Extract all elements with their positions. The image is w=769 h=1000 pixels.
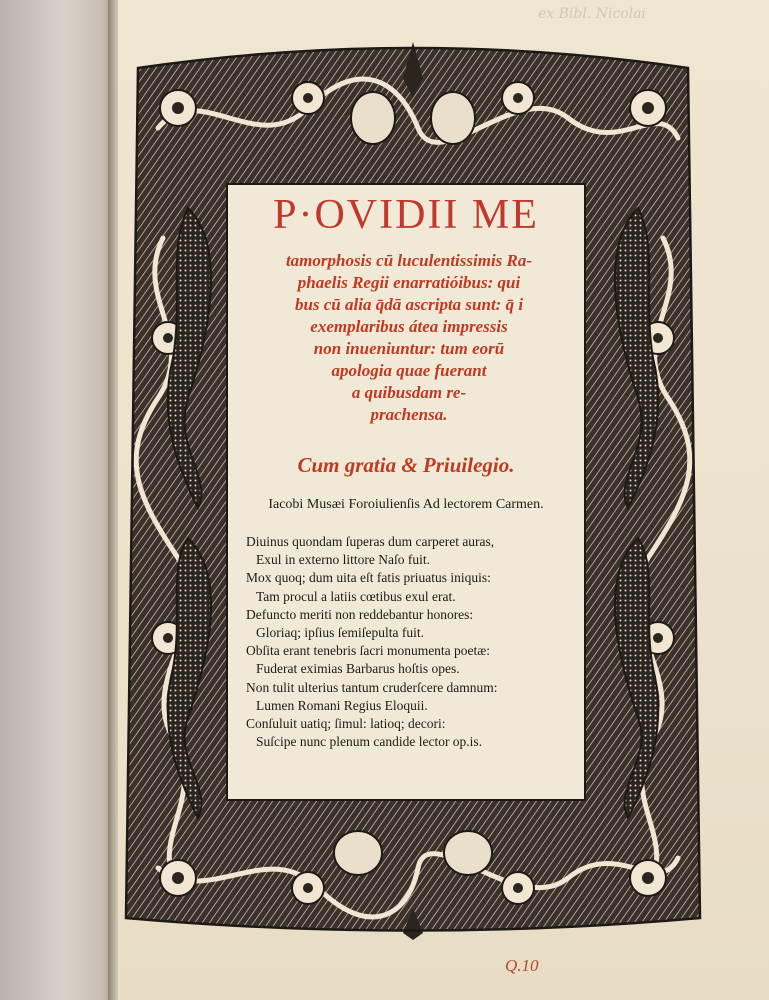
ownership-inscription: ex Bibl. Nicolai <box>538 6 647 22</box>
privilege-line: Cum gratia & Priuilegio. <box>297 453 515 477</box>
poem-line: Gloriaq; ipſius ſemiſepulta fuit. <box>256 625 424 641</box>
subtitle-line: phaelis Regii enarratióibus: qui <box>297 273 521 292</box>
poem-line: Non tulit ulterius tantum cruderſcere damnum: <box>246 679 498 695</box>
shelfmark: Q.10 <box>505 956 539 975</box>
poem-line: Tam procul a latiis cœtibus exul erat. <box>256 588 456 604</box>
poem-line: Obſita erant tenebris ſacri monumenta poetæ: <box>246 643 491 659</box>
subtitle-line: a quibusdam re- <box>351 383 467 402</box>
subtitle-line: prachensa. <box>370 405 448 424</box>
poem-line: Conſuluit uatiq; ſimul: latioq; decori: <box>246 716 446 732</box>
poem-line: Fuderat eximias Barbarus hoſtis opes. <box>256 661 460 677</box>
subtitle-line: apologia quae fuerant <box>331 361 487 380</box>
title-panel <box>226 183 586 801</box>
subtitle-line: exemplaribus átea impressis <box>310 317 508 336</box>
page-title: P·OVIDII ME <box>273 192 539 238</box>
subtitle-line: tamorphosis cū luculentissimis Ra- <box>285 251 533 270</box>
subtitle-line: non inueniuntur: tum eorū <box>313 339 505 358</box>
poem-line: Diuinus quondam ſuperas dum carperet auras, <box>246 534 495 549</box>
facing-page <box>0 0 118 1000</box>
poem-line: Defuncto meriti non reddebantur honores: <box>246 606 474 622</box>
subtitle-line: bus cū alia q̄dā ascripta sunt: q̄ i <box>294 295 524 314</box>
poem-line: Exul in externo littore Naſo fuit. <box>256 552 430 568</box>
poem-line: Lumen Romani Regius Eloquii. <box>256 697 428 713</box>
poem-line: Suſcipe nunc plenum candide lector op.is. <box>256 734 483 750</box>
poem-line: Mox quoq; dum uita eſt fatis priuatus iniquis: <box>246 570 491 586</box>
poem <box>246 533 576 751</box>
poem-heading: Iacobi Musæi Foroiulienſis Ad lectorem Carmen. <box>268 497 544 512</box>
